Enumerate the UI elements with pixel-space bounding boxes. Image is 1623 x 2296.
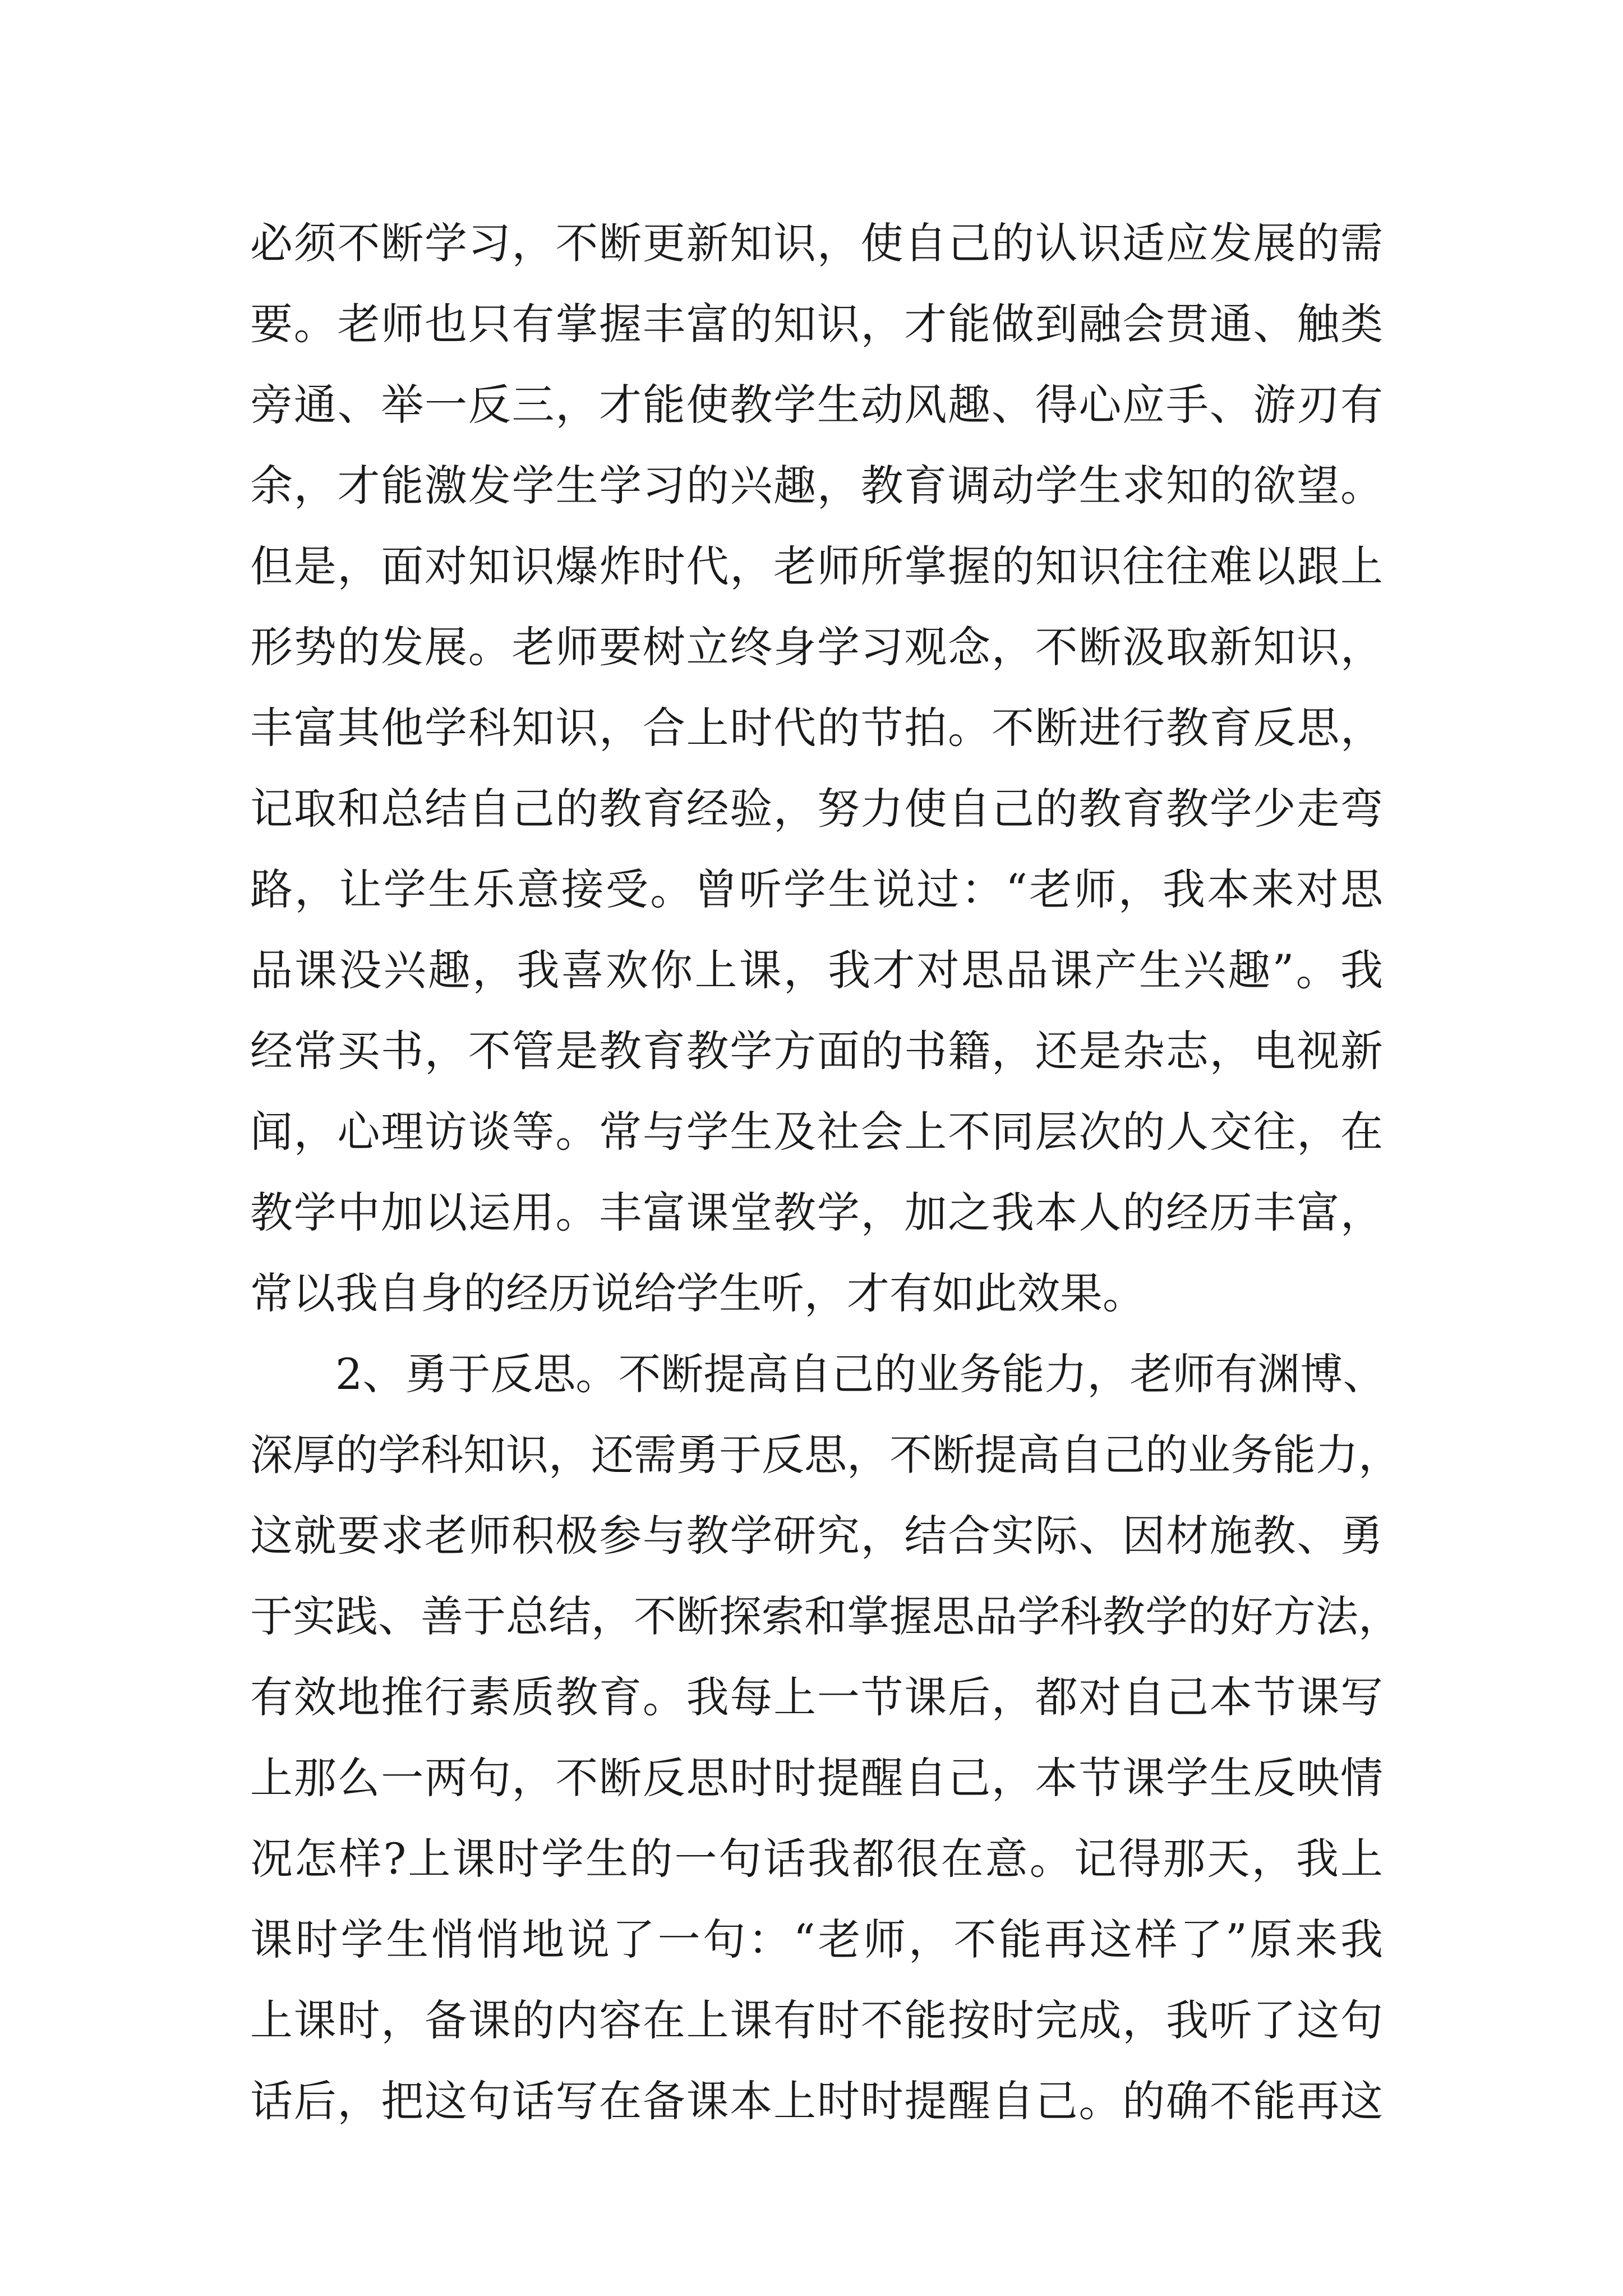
text-line: 经常买书，不管是教育教学方面的书籍，还是杂志，电视新	[250, 1026, 1383, 1076]
text-line: 余，才能激发学生学习的兴趣，教育调动学生求知的欲望。	[250, 461, 1383, 510]
text-line: 要。老师也只有掌握丰富的知识，才能做到融会贯通、触类	[250, 299, 1383, 349]
text-line: 教学中加以运用。丰富课堂教学，加之我本人的经历丰富，	[250, 1188, 1383, 1237]
text-line: 路，让学生乐意接受。曾听学生说过：“老师，我本来对思	[250, 864, 1383, 914]
text-line: 必须不断学习，不断更新知识，使自己的认识适应发展的需	[250, 218, 1383, 268]
text-line: 课时学生悄悄地说了一句：“老师，不能再这样了”原来我	[250, 1915, 1383, 1964]
text-line: 常以我自身的经历说给学生听，才有如此效果。	[250, 1268, 1145, 1318]
text-line: 记取和总结自己的教育经验，努力使自己的教育教学少走弯	[250, 784, 1383, 834]
text-line: 况怎样?上课时学生的一句话我都很在意。记得那天，我上	[250, 1834, 1383, 1884]
text-line: 话后，把这句话写在备课本上时时提醒自己。的确不能再这	[250, 2076, 1383, 2126]
text-line: 形势的发展。老师要树立终身学习观念，不断汲取新知识，	[250, 622, 1383, 672]
text-line: 丰富其他学科知识，合上时代的节拍。不断进行教育反思，	[250, 703, 1383, 753]
text-line: 上那么一两句，不断反思时时提醒自己，本节课学生反映情	[250, 1753, 1383, 1803]
text-line: 深厚的学科知识，还需勇于反思，不断提高自己的业务能力，	[250, 1430, 1401, 1480]
text-line: 但是，面对知识爆炸时代，老师所掌握的知识往往难以跟上	[250, 541, 1383, 591]
text-line: 上课时，备课的内容在上课有时不能按时完成，我听了这句	[250, 1995, 1383, 2045]
body-text	[250, 203, 1401, 2142]
paragraph-start-line: 2、勇于反思。不断提高自己的业务能力，老师有渊博、	[335, 1349, 1386, 1399]
text-line: 品课没兴趣，我喜欢你上课，我才对思品课产生兴趣”。我	[250, 945, 1383, 995]
text-line: 有效地推行素质教育。我每上一节课后，都对自己本节课写	[250, 1672, 1383, 1722]
text-line: 闻，心理访谈等。常与学生及社会上不同层次的人交往，在	[250, 1107, 1383, 1157]
text-line: 旁通、举一反三，才能使教学生动风趣、得心应手、游刃有	[250, 380, 1383, 430]
text-line: 这就要求老师积极参与教学研究，结合实际、因材施教、勇	[250, 1511, 1383, 1561]
text-line: 于实践、善于总结，不断探索和掌握思品学科教学的好方法，	[250, 1591, 1401, 1641]
